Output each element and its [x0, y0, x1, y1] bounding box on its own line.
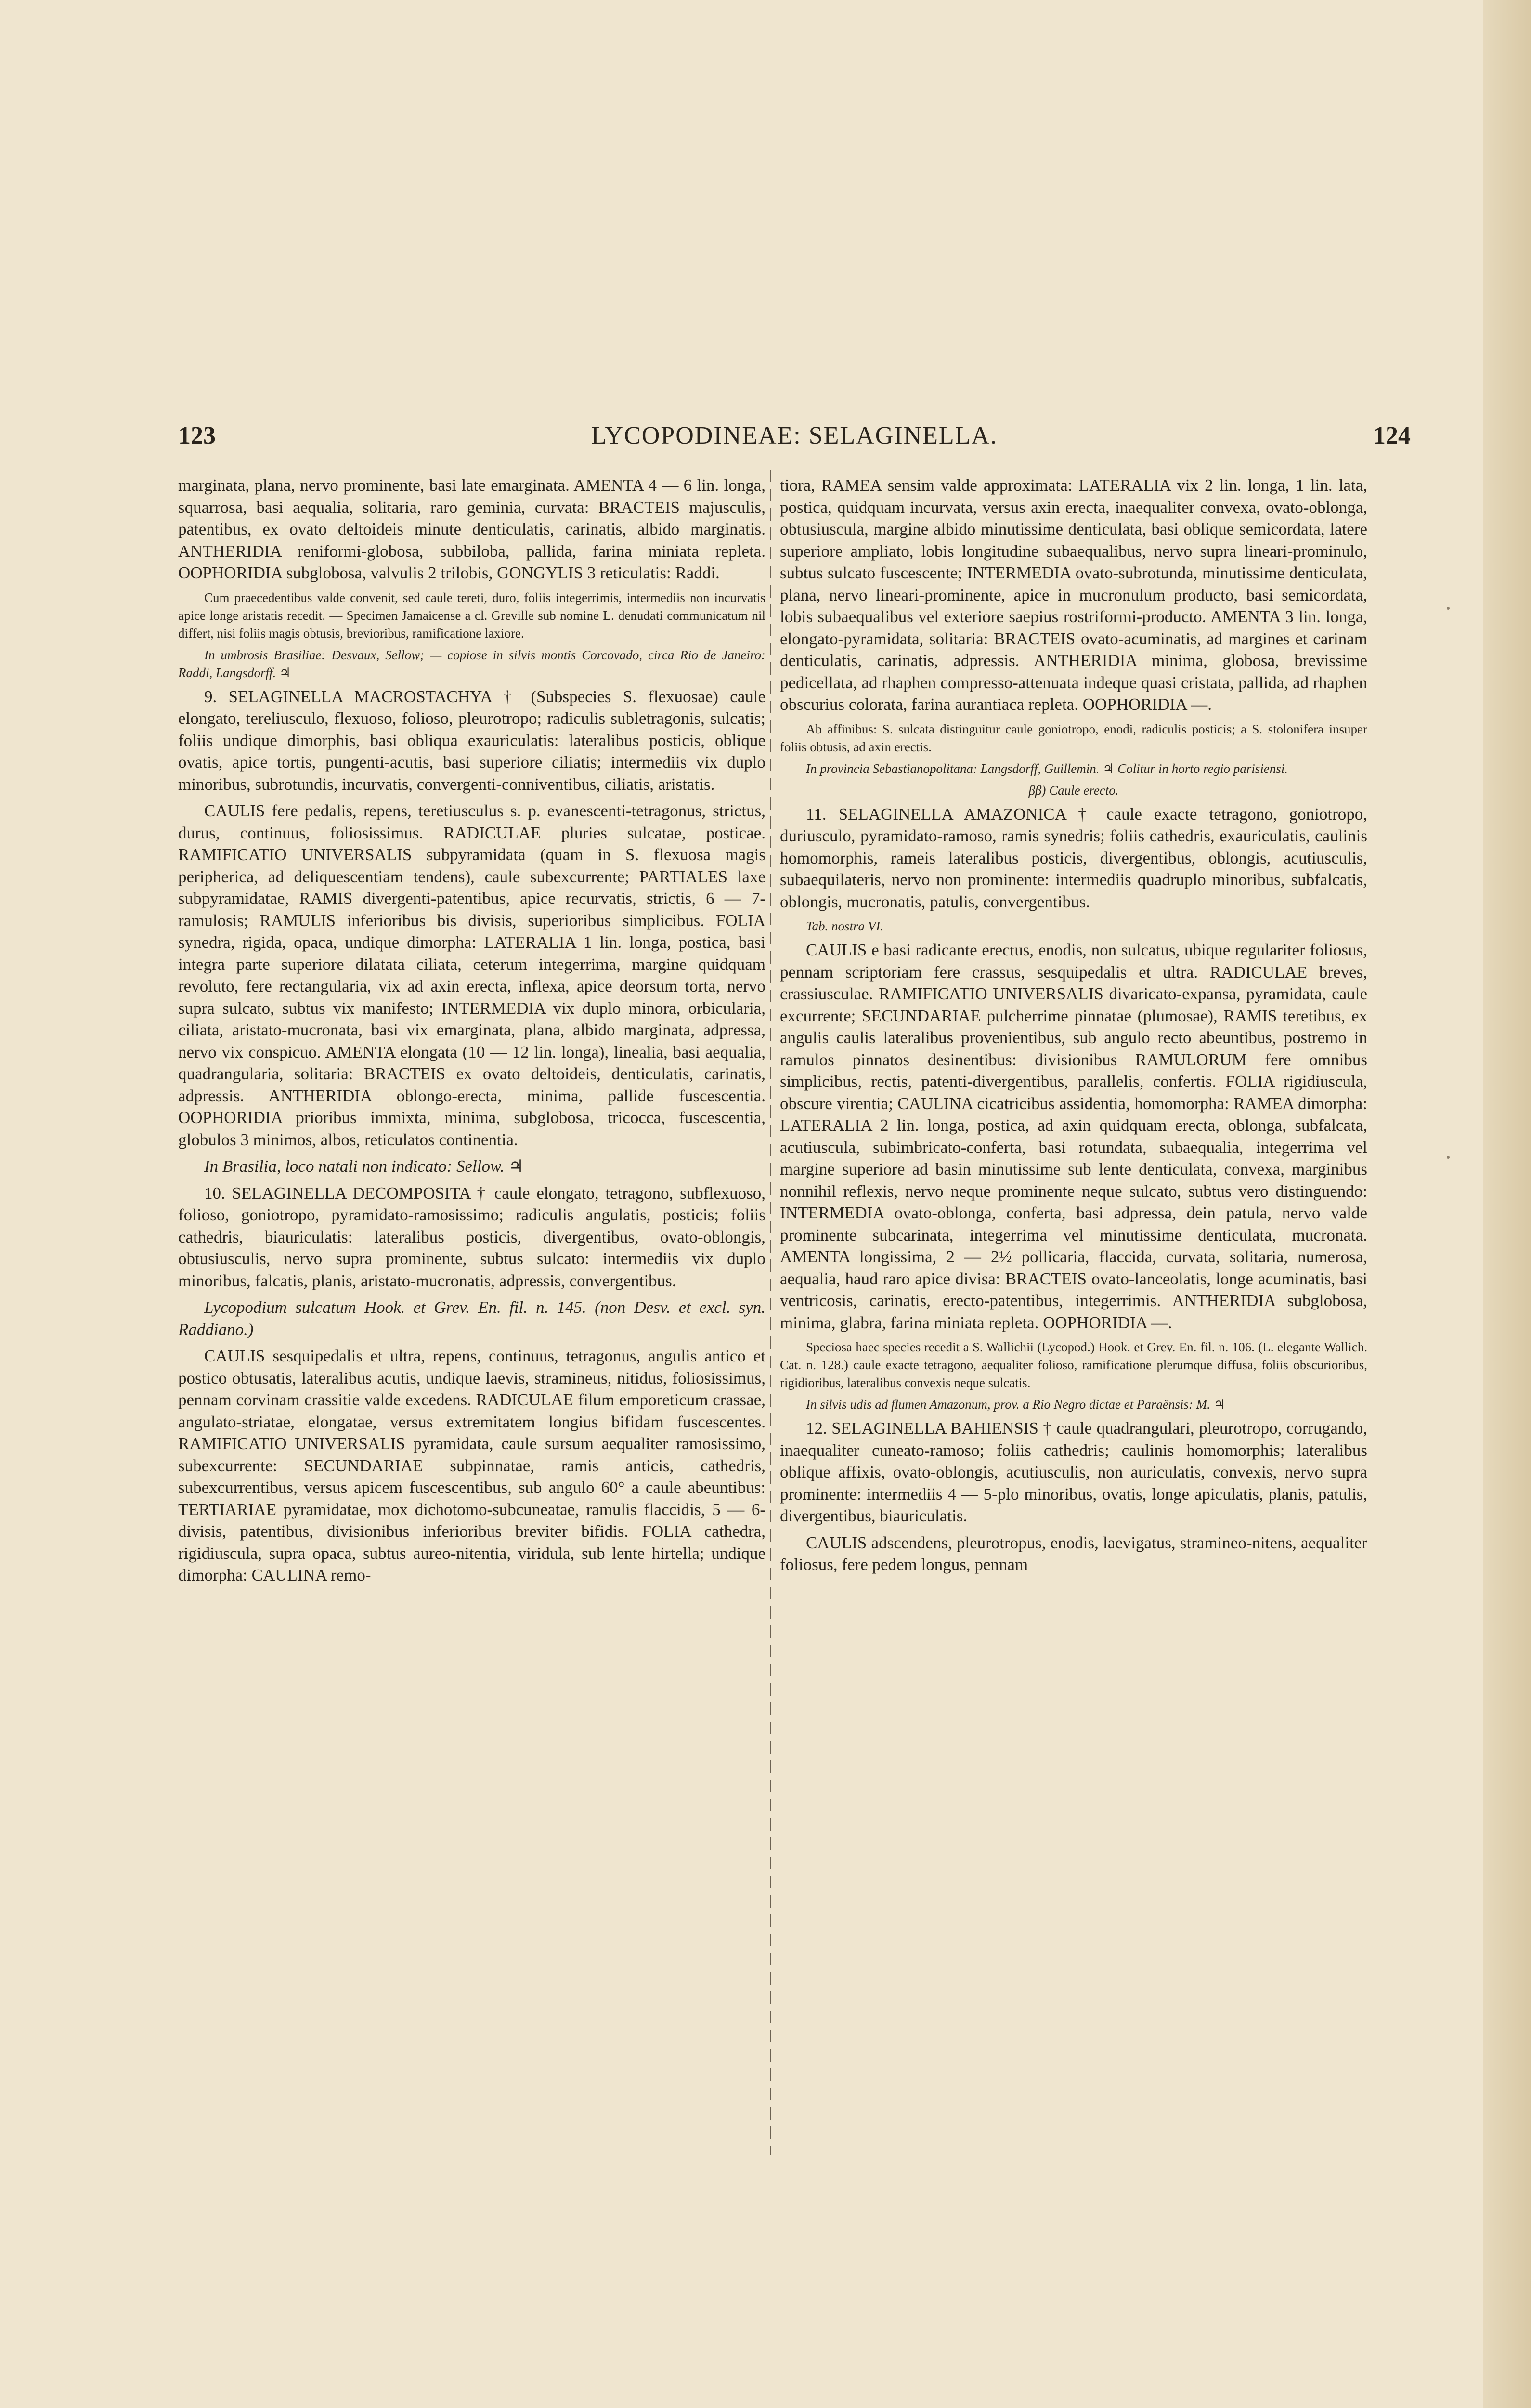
description-paragraph: CAULIS e basi radicante erectus, enodis, non sulcatus, ubique regulariter foliosus, pennam scriptoriam fere crassus, sesquipedalis et ultra. RADICULAE breves, crassiusculae. RAMIFICATIO UNIVERSALIS divaricato-expansa, pyramidata, caule excurrente; SECUNDARIAE pulcherrime pinnatae (plumosae), RAMIS teretibus, ex angulis caulis lateralibus provenientibus, sub angulo recto abeuntibus, postremo in ramulos pinnatos desinentibus: divisionibus RAMULORUM fere omnibus simplicibus, rectis, patenti-divergentibus, parallelis, confertis. FOLIA rigidiuscula, obscure virentia; CAULINA cicatricibus assidentia, homomorpha: RAMEA dimorpha: LATERALIA 2 lin. longa, postica, ad axin quidquam erecta, oblonga, subfalcata, acutiuscula, subimbricato-conferta, basi rotundata, subaequalia, integerrima vel margine superiore ad basin minutissime sub lente denticulata, convexa, marginibus nonnihil reflexis, nervo neque prominente neque sulcato, subtus vero distinguendo: INTERMEDIA ovato-oblonga, conferta, basi adpressa, dein patula, nervo valde prominente subcarinata, integerrima vel minutissime denticulata, mucronata. AMENTA longissima, 2 — 2½ pollicaria, flaccida, curvata, solitaria, numerosa, aequalia, haud raro apice divisa: BRACTEIS ovato-lanceolatis, longe acuminatis, basi ventricosis, carinatis, erecto-patentibus, integerrimis. ANTHERIDIA subglobosa, minima, glabra, farina miniata repleta. OOPHORIDIA —.: [780, 941, 1367, 1332]
left-column: [178, 474, 766, 2304]
note-paragraph: Speciosa haec species recedit a S. Wallichii (Lycopod.) Hook. et Grev. En. fil. n. 106. (L. elegante Wallich. Cat. n. 128.) caule exacte tetragono, aequaliter folioso, ramificatione plerumque diffusa, foliis obscurioribus, rigidioribus, lateralibus convexis neque sulcatis.: [780, 1340, 1367, 1390]
species-heading: 11. SELAGINELLA AMAZONICA † caule exacte tetragono, goniotropo, duriusculo, pyramidato-ramoso, ramis synedris; foliis cathedris, exauriculatis, caulinis homomorphis, rameis lateralibus posticis, divergentibus, oblongis, acutiusculis, subaequilateris, nervo non prominente: intermediis quadruplo minoribus, subfalcatis, oblongis, mucronatis, patulis, convergentibus.: [780, 804, 1367, 911]
description-paragraph: CAULIS fere pedalis, repens, teretiusculus s. p. evanescenti-tetragonus, strictus, durus, continuus, foliosissimus. RADICULAE pluries sulcatae, posticae. RAMIFICATIO UNIVERSALIS subpyramidata (quam in S. flexuosa magis peripherica, ad deliquescentiam tendens), caule subexcurrente; PARTIALES laxe subpyramidatae, RAMIS divergenti-patentibus, apice recurvatis, strictis, 6 — 7-ramulosis; RAMULIS inferioribus bis divisis, superioribus simplicibus. FOLIA synedra, rigida, opaca, undique dimorpha: LATERALIA 1 lin. longa, postica, basi integra parte superiore dilatata ciliata, ceterum integerrima, margine quidquam revoluto, fere rectangularia, vix ad axin erecta, inflexa, apice deorsum torta, nervo supra sulcato, subtus vix manifesto; INTERMEDIA vix duplo minora, orbicularia, ciliata, aristato-mucronata, basi vix emarginata, plana, albido marginata, adpressa, nervo vix conspicuo. AMENTA elongata (10 — 12 lin. longa), linealia, basi aequalia, quadrangularia, solitaria: BRACTEIS ex ovato deltoideis, denticulatis, carinatis, adpressis. ANTHERIDIA oblongo-erecta, minima, pallide fuscescentia. OOPHORIDIA prioribus immixta, minima, subglobosa, tricocca, fuscescentia, globulos 3 minimos, albos, reticulatos continentia.: [178, 801, 766, 1149]
page-header: [178, 421, 1411, 460]
locality-paragraph: In umbrosis Brasiliae: Desvaux, Sellow; — copiose in silvis montis Corcovado, circa Rio de Janeiro: Raddi, Langsdorff. ♃: [178, 647, 766, 680]
page-edge: [1483, 0, 1531, 2408]
locality-paragraph: In silvis udis ad flumen Amazonum, prov. a Rio Negro dictae et Paraënsis: M. ♃: [806, 1397, 1225, 1412]
spine-mark: [1447, 607, 1450, 610]
plate-reference: Tab. nostra VI.: [806, 919, 884, 933]
subsection-heading: ββ) Caule erecto.: [1028, 783, 1119, 798]
description-paragraph: CAULIS sesquipedalis et ultra, repens, continuus, tetragonus, angulis antico et postico obtusatis, lateralibus acutis, undique laevis, stramineus, nitidus, foliosissimus, pennam corvinam crassitie valde excedens. RADICULAE filum emporeticum crassae, angulato-striatae, elongatae, versus extremitatem longius bifidam fuscescentes. RAMIFICATIO UNIVERSALIS pyramidata, caule sursum aequaliter ramosissimo, subexcurrente: SECUNDARIAE subpinnatae, ramis anticis, cathedris, subexcurrentibus, versus apicem fuscescentibus, sub angulo 60° a caule abeuntibus: TERTIARIAE pyramidatae, mox dichotomo-subcuneatae, ramulis flaccidis, 5 — 6-divisis, patentibus, divisionibus inferioribus breviter bifidis. FOLIA cathedra, rigidiuscula, supra opaca, subtus aureo-nitentia, viridula, sub lente hirtella; undique dimorpha: CAULINA remo-: [178, 1347, 766, 1584]
species-heading: 9. SELAGINELLA MACROSTACHYA † (Subspecies S. flexuosae) caule elongato, tereliusculo, flexuoso, folioso, pleurotropo; radiculis subletragonis, sulcatis; foliis undique dimorphis, basi obliqua exauriculatis: lateralibus posticis, oblique ovatis, apice tortis, pungenti-acutis, basi superiore ciliatis; intermediis vix duplo minoribus, subrotundis, incurvatis, convergenti-conniventibus, ciliatis, aristatis.: [178, 687, 766, 794]
running-title: LYCOPODINEAE: SELAGINELLA.: [591, 422, 998, 449]
note-paragraph: Cum praecedentibus valde convenit, sed caule tereti, duro, foliis integerrimis, intermediis non incurvatis apice longe aristatis recedit. — Specimen Jamaicense a cl. Greville sub nomine L. denudati communicatum nil differt, nisi foliis magis obtusis, brevioribus, ramificatione laxiore.: [178, 590, 766, 641]
species-heading: 10. SELAGINELLA DECOMPOSITA † caule elongato, tetragono, subflexuoso, folioso, goniotropo, pyramidato-ramosissimo; radiculis angulatis, posticis; foliis cathedris, biauriculatis: lateralibus posticis, divergentibus, ovato-oblongis, obtusiusculis, nervo supra prominente, subtus sulcato: intermediis vix duplo minoribus, falcatis, planis, aristato-mucronatis, adpressis, convergentibus.: [178, 1183, 766, 1290]
description-paragraph: CAULIS adscendens, pleurotropus, enodis, laevigatus, stramineo-nitens, aequaliter foliosus, fere pedem longus, pennam: [780, 1533, 1367, 1574]
paragraph: marginata, plana, nervo prominente, basi late emarginata. AMENTA 4 — 6 lin. longa, squarrosa, basi aequalia, solitaria, raro geminia, curvata: BRACTEIS majusculis, patentibus, ex ovato deltoideis minute denticulatis, carinatis, albido marginatis. ANTHERIDIA reniformi-globosa, subbiloba, pallida, farina miniata repleta. OOPHORIDIA subglobosa, valvulis 2 trilobis, GONGYLIS 3 reticulatis: Raddi.: [178, 476, 766, 582]
species-heading: 12. SELAGINELLA BAHIENSIS † caule quadrangulari, pleurotropo, corrugando, inaequaliter cuneato-ramoso; foliis cathedris; caulinis homomorphis; lateralibus oblique affixis, ovato-oblongis, acutiusculis, non auriculatis, convexis, nervo supra prominente: intermediis 4 — 5-plo minoribus, ovatis, longe apiculatis, planis, patulis, divergentibus, biauriculatis.: [780, 1419, 1367, 1525]
column-divider: [770, 470, 771, 2155]
synonym-paragraph: Lycopodium sulcatum Hook. et Grev. En. fil. n. 145. (non Desv. et excl. syn. Raddiano.): [178, 1298, 766, 1339]
paragraph: tiora, RAMEA sensim valde approximata: LATERALIA vix 2 lin. longa, 1 lin. lata, postica, quidquam incurvata, versus axin erecta, inaequaliter convexa, ovato-oblonga, obtusiuscula, margine albido minutissime denticulata, basi oblique semicordata, latere superiore ampliato, lobis longitudine subaequalibus, nervo supra lineari-prominulo, subtus sulcato fuscescente; INTERMEDIA ovato-subrotunda, minutissime denticulata, plana, nervo lineari-prominente, apice in mucronulum producto, basi semicordata, lobis subaequalibus vel exteriore saepius rostriformi-producto. AMENTA 3 lin. longa, elongato-pyramidata, solitaria: BRACTEIS ovato-acuminatis, ad margines et carinam denticulatis, carinatis, adpressis. ANTHERIDIA minima, globosa, brevissime pedicellata, ad rhaphen compresso-attenuata indeque quasi cristata, pallida, ad rhaphen obscurius colorata, farina aurantiaca repleta. OOPHORIDIA —.: [780, 476, 1367, 714]
page-number-left: 123: [178, 422, 216, 449]
locality-paragraph: In provincia Sebastianopolitana: Langsdorff, Guillemin. ♃ Colitur in horto regio parisiensi.: [806, 761, 1288, 776]
locality-paragraph: In Brasilia, loco natali non indicato: Sellow. ♃: [204, 1157, 524, 1176]
note-paragraph: Ab affinibus: S. sulcata distinguitur caule goniotropo, enodi, radiculis posticis; a S. stolonifera insuper foliis obtusis, ad axin erectis.: [780, 721, 1367, 754]
right-column: [780, 474, 1367, 2304]
spine-mark: [1447, 1156, 1450, 1159]
page-number-right: 124: [1373, 422, 1411, 449]
